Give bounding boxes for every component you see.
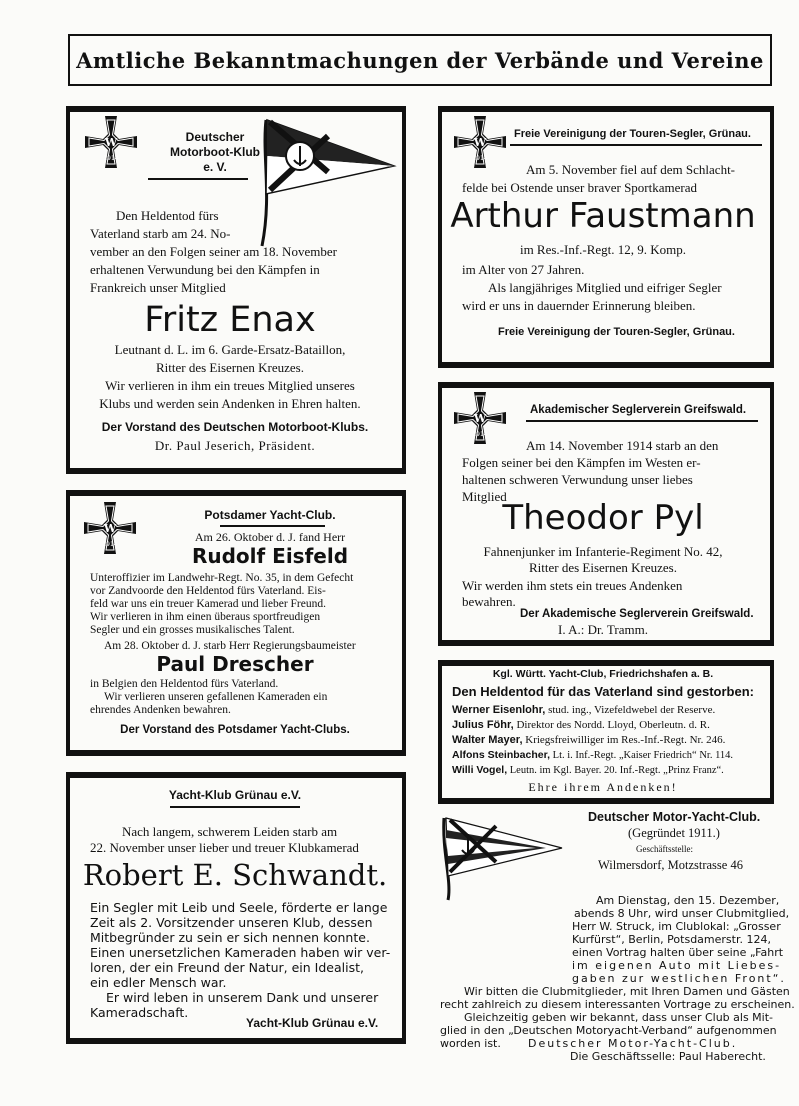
page-title: Amtliche Bekanntmachungen der Verbände und Vereine [76,47,764,73]
deceased-name: Theodor Pyl [502,498,704,538]
signature: Freie Vereinigung der Touren-Segler, Grünau. [498,326,735,338]
fallen-list [452,704,766,779]
notice-text: Nach langem, schwerem Leiden starb am [122,824,338,839]
notice-text: Mitbegründer zu sein er sich nennen konnte. [90,930,370,945]
deceased-name: Fritz Enax [144,300,316,340]
notice-text: Zeit als 2. Vorsitzender unseren Klub, dessen [90,915,373,930]
club-name-line2: Motorboot-Klub [170,145,260,159]
notice-text: Wir verlieren in ihm ein treues Mitglied unseres [105,378,355,393]
notice-text: abends 8 Uhr, wird unser Clubmitglied, [574,907,790,920]
notice-text: Am 14. November 1914 starb an den [526,438,719,453]
notice-text: Am Dienstag, den 15. Dezember, [596,894,780,907]
iron-cross-icon [452,114,508,170]
notice-text: Wir verlieren in ihm einen überaus sportfreudigen [90,611,321,623]
svg-text:1914: 1914 [102,541,118,548]
club-name: Kgl. Württ. Yacht-Club, Friedrichshafen a. B. [492,668,714,680]
notice-text: gaben zur westlichen Front“. [572,972,786,985]
notice-text: Er wird leben in unserem Dank und unserer [106,990,379,1005]
pennant-flag-icon [258,116,398,248]
notice-text: erhaltenen Verwundung bei den Kämpfen in [90,262,320,277]
svg-text:1914: 1914 [103,155,119,162]
notice-text: Folgen seiner bei den Kämpfen im Westen er- [462,455,701,470]
list-item: Werner Eisenlohr, stud. ing., Vizefeldwebel der Reserve. [452,704,716,716]
founded-text: (Gegründet 1911.) [628,826,720,840]
notice-text: im Alter von 27 Jahren. [462,262,585,277]
notice-deutscher-motor-yacht-club [436,808,795,1050]
club-name: Freie Vereinigung der Touren-Segler, Grünau. [514,128,751,140]
rank-text: im Res.-Inf.-Regt. 12, 9. Komp. [519,242,687,257]
signature: Der Vorstand des Potsdamer Yacht-Clubs. [120,724,350,736]
club-name: Yacht-Klub Grünau e.V. [168,788,302,802]
rank-text: Ritter des Eisernen Kreuzes. [528,560,677,575]
notice-text: im eigenen Auto mit Liebes- [572,959,782,972]
notice-text: einen Vortrag halten über seine „Fahrt [572,946,784,959]
rank-text: Fahnenjunker im Infanterie-Regiment No. 42, [483,544,723,559]
notice-text: vor Zandvoorde den Heldentod fürs Vaterland. Eis- [90,585,326,597]
rank-text: Ritter des Eisernen Kreuzes. [155,360,304,375]
notice-text: felde bei Ostende unser braver Sportkamerad [462,180,697,195]
notice-text: Kurfürst“, Berlin, Potsdamerstr. 124, [572,933,771,946]
signature: Dr. Paul Jeserich, Präsident. [154,438,316,453]
closing-text: Ehre ihrem Andenken! [528,780,678,794]
headline: Den Heldentod für das Vaterland sind gestorben: [452,684,754,699]
notice-text: Segler und ein grosses musikalisches Talent. [90,624,295,636]
notice-text: Als langjähriges Mitglied und eifriger Segler [488,280,722,295]
notice-potsdamer-yacht-club [66,490,406,756]
list-item: Walter Mayer, Kriegsfreiwilliger im Res.-Inf.-Regt. Nr. 246. [452,734,726,746]
notice-text: glied in den „Deutschen Motoryacht-Verband“ aufgenommen [440,1024,777,1037]
svg-text:W: W [473,412,487,425]
notice-kgl-wuertt-yacht-club [438,660,774,804]
list-item: Alfons Steinbacher, Lt. i. Inf.-Regt. „Kaiser Friedrich“ Nr. 114. [452,749,734,761]
list-item: Willi Vogel, Leutn. im Kgl. Bayer. 20. Inf.-Regt. „Prinz Franz“. [452,764,724,776]
rank-text: Leutnant d. L. im 6. Garde-Ersatz-Bataillon, [114,342,346,357]
club-name-line3: e. V. [203,160,227,174]
notice-akademischer-seglerverein [438,382,774,646]
notice-text: Kameradschaft. [90,1005,189,1020]
notice-text: Klubs und werden sein Andenken in Ehren halten. [99,396,361,411]
notice-text: Wir verlieren unseren gefallenen Kameraden ein [104,691,328,703]
signature: Der Akademische Seglerverein Greifswald. [520,608,754,620]
notice-yacht-klub-gruenau [66,772,406,1044]
notice-text: Wir werden ihm stets ein treues Andenken [462,578,683,593]
notice-text: Vaterland starb am 24. No- [90,226,231,241]
notice-text: Wir bitten die Clubmitglieder, mit Ihren Damen und Gästen [464,985,790,998]
notice-text: Den Heldentod fürs [116,208,219,223]
svg-text:W: W [473,136,487,149]
club-name: Potsdamer Yacht-Club. [204,508,336,522]
notice-text: Am 26. Oktober d. J. fand Herr [194,530,346,544]
deceased-name: Robert E. Schwandt. [82,858,388,892]
notice-text: Unteroffizier im Landwehr-Regt. No. 35, in dem Gefecht [90,572,354,584]
notice-text: Einen unersetzlichen Kameraden haben wir ver- [90,945,391,960]
signature: Deutscher Motor-Yacht-Club. [528,1037,738,1050]
club-name: Deutscher Motor-Yacht-Club. [588,810,761,824]
notice-text: Herr W. Struck, im Clublokal: „Grosser [572,920,781,933]
club-name-line1: Deutscher [185,130,245,144]
notice-text: ein edler Mensch war. [90,975,227,990]
notice-text: in Belgien den Heldentod fürs Vaterland. [90,678,279,690]
iron-cross-icon [83,114,139,170]
notice-text: vember an den Folgen seiner am 18. November [90,244,337,259]
svg-text:1914: 1914 [472,155,488,162]
deceased-name: Paul Drescher [156,652,314,676]
signature: Yacht-Klub Grünau e.V. [246,1016,379,1030]
club-name: Akademischer Seglerverein Greifswald. [530,404,747,416]
notice-text: 22. November unser lieber und treuer Klubkamerad [90,840,359,855]
notice-freie-vereinigung [438,106,774,368]
notice-text: Am 28. Oktober d. J. starb Herr Regierungsbaumeister [104,640,356,652]
notice-text: recht zahlreich zu diesem interessanten Vortrage zu erscheinen. [440,998,795,1011]
notice-text: bewahren. [462,594,516,609]
notice-text: feld war uns ein treuer Kamerad und lieber Freund. [90,598,326,610]
svg-text:W: W [104,136,118,149]
notice-text: Mitglied [462,489,507,504]
page-header [68,34,772,86]
notice-deutscher-motorboot-klub [66,106,406,474]
signature: Die Geschäftsselle: Paul Haberecht. [570,1050,766,1063]
svg-text:W: W [103,522,117,535]
notice-text: Ein Segler mit Leib und Seele, förderte er lange [90,900,388,915]
notice-text: wird er uns in dauernder Erinnerung bleiben. [462,298,696,313]
notice-text: haltenen schweren Verwundung unser liebes [462,472,693,487]
deceased-name: Rudolf Eisfeld [191,544,349,568]
iron-cross-icon [452,390,508,446]
notice-text: worden ist. [440,1037,501,1050]
notice-text: ehrendes Andenken bewahren. [90,704,231,716]
svg-text:1914: 1914 [472,431,488,438]
office-label: Geschäftsstelle: [636,844,693,854]
signature: I. A.: Dr. Tramm. [558,622,648,637]
notice-text: Am 5. November fiel auf dem Schlacht- [526,162,736,177]
notice-text: loren, der ein Freund der Natur, ein Idealist, [90,960,364,975]
iron-cross-icon [82,500,138,556]
notice-text: Frankreich unser Mitglied [90,280,226,295]
signature: Der Vorstand des Deutschen Motorboot-Klubs. [101,420,369,434]
address-text: Wilmersdorf, Motzstrasse 46 [598,858,743,872]
deceased-name: Arthur Faustmann [450,196,756,236]
club-flag-icon [436,812,566,902]
list-item: Julius Föhr, Direktor des Nordd. Lloyd, Oberleutn. d. R. [452,719,710,731]
notice-text: Gleichzeitig geben wir bekannt, dass unser Club als Mit- [464,1011,774,1024]
